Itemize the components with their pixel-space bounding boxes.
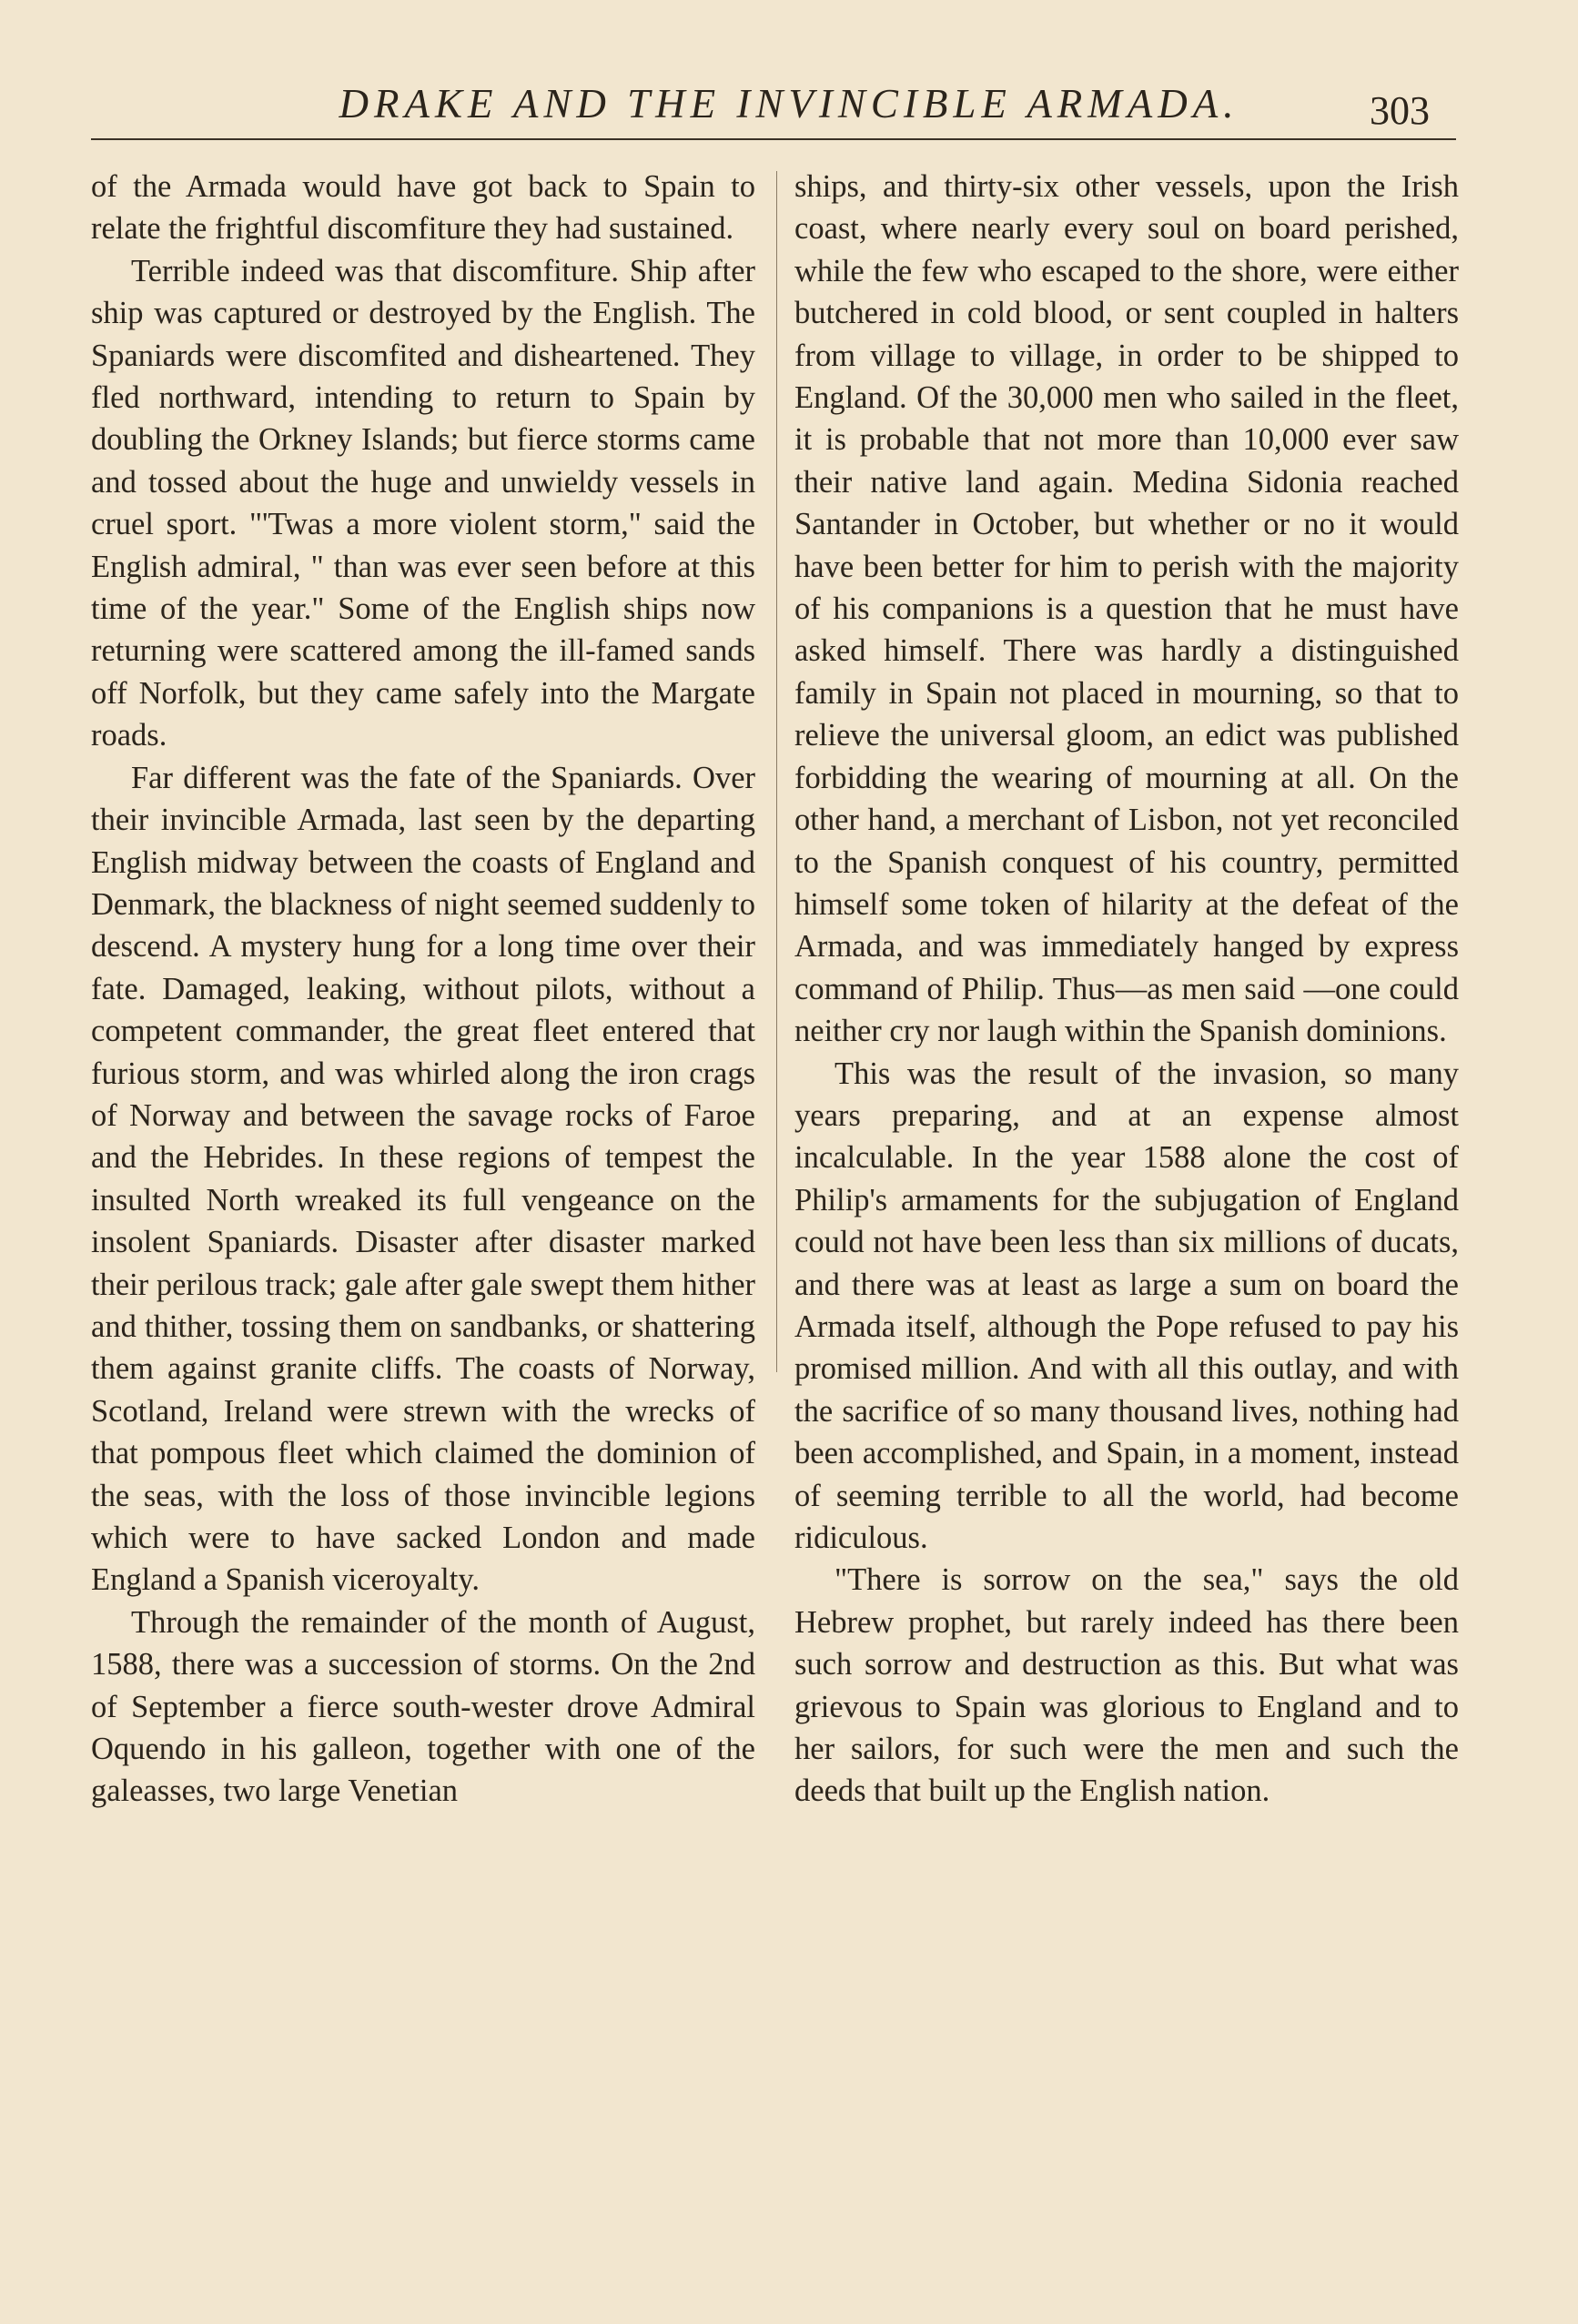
header-rule [91, 138, 1456, 140]
paragraph: Terrible indeed was that discomfiture. Ship after ship was captured or destroyed by the English. The Spaniards were discomfited and disheartened. They fled northward, intending to return to Spain by doubling the Orkney Islands; but fierce storms came and tossed about the huge and unwieldy vessels in cruel sport. "'Twas a more violent storm," said the English admiral, " than was ever seen before at this time of the year." Some of the English ships now returning were scattered among the ill-famed sands off Norfolk, but they came safely into the Margate roads. [91, 253, 755, 753]
running-title: DRAKE AND THE INVINCIBLE ARMADA. [339, 81, 1239, 126]
page-number: 303 [1370, 88, 1430, 133]
column-divider [776, 171, 777, 1372]
paragraph: "There is sorrow on the sea," says the old Hebrew prophet, but rarely indeed has there been such sorrow and destruction as this. But what was grievous to Spain was glorious to England and to her sailors, for such were the men and such the deeds that built up the English nation. [794, 1562, 1459, 1809]
paragraph: Far different was the fate of the Spaniards. Over their invincible Armada, last seen by the departing English midway between the coasts of England and Denmark, the blackness of night seemed suddenly to descend. A mystery hung for a long time over their fate. Damaged, leaking, without pilots, without a competent commander, the great fleet entered that furious storm, and was whirled along the iron crags of Norway and between the savage rocks of Faroe and the Hebrides. In these regions of tempest the insulted North wreaked its full vengeance on the insolent Spaniards. Disaster after disaster marked their perilous track; gale after gale swept them hither and thither, tossing them on sandbanks, or shattering them against granite cliffs. The coasts of Norway, Scotland, Ireland were strewn with the wrecks of that pompous fleet which claimed the dominion of the seas, with the loss of those invincible legions which were to have sacked London and made England a Spanish viceroyalty. [91, 760, 755, 1598]
right-column [794, 166, 1459, 1813]
paragraph: ships, and thirty-six other vessels, upon the Irish coast, where nearly every soul on board perished, while the few who escaped to the shore, were either butchered in cold blood, or sent coupled in halters from village to village, in order to be shipped to England. Of the 30,000 men who sailed in the fleet, it is probable that not more than 10,000 ever saw their native land again. Medina Sidonia reached Santander in October, but whether or no it would have been better for him to perish with the majority of his companions is a question that he must have asked himself. There was hardly a distinguished family in Spain not placed in mourning, so that to relieve the universal gloom, an edict was published forbidding the wearing of mourning at all. On the other hand, a merchant of Lisbon, not yet reconciled to the Spanish conquest of his country, permitted himself some token of hilarity at the defeat of the Armada, and was immediately hanged by express command of Philip. Thus—as men said —one could neither cry nor laugh within the Spanish dominions. [794, 169, 1459, 1049]
paragraph: This was the result of the invasion, so many years preparing, and at an expense almost incalculable. In the year 1588 alone the cost of Philip's armaments for the subjugation of England could not have been less than six millions of ducats, and there was at least as large a sum on board the Armada itself, although the Pope refused to pay his promised million. And with all this outlay, and with the sacrifice of so many thousand lives, nothing had been accomplished, and Spain, in a moment, instead of seeming terrible to all the world, had become ridiculous. [794, 1056, 1459, 1555]
paragraph: of the Armada would have got back to Spain to relate the frightful discomfiture they had sustained. [91, 169, 755, 247]
running-head [0, 80, 1578, 135]
paragraph: Through the remainder of the month of August, 1588, there was a succession of storms. On the 2nd of September a fierce south-wester drove Admiral Oquendo in his galleon, together with one of the galeasses, two large Venetian [91, 1604, 755, 1809]
left-column [91, 166, 755, 1813]
